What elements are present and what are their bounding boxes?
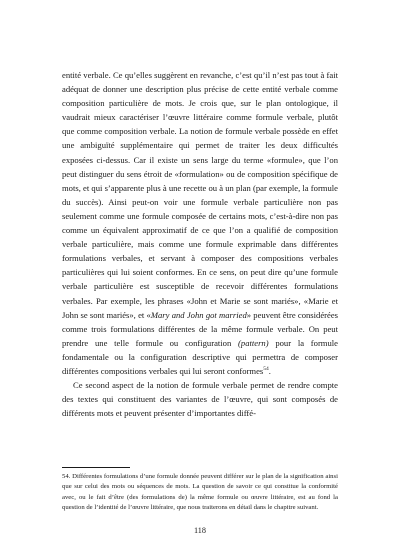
- main-text-block: [62, 68, 338, 420]
- paragraph-2-segment-1: Ce second aspect de la notion de formule verbale permet de rendre compte des textes qui constituent des variantes de l’œuvre, qui sont composés de différents mots et peuvent présenter d’importantes diffé-: [62, 380, 338, 419]
- page-number: 118: [194, 526, 206, 535]
- paragraph-1-segment-3: » peuvent être considérées comme trois formulations différentes de la même formule verbale. On peut prendre une telle formule ou configuration: [62, 309, 338, 348]
- paragraph-1-segment-5: pour la formule fondamentale ou la configuration descriptive qui permettra de composer différentes compositions verbales qui lui seront conformes: [62, 337, 338, 376]
- paragraph-1: [62, 68, 338, 378]
- paragraph-1-segment-italic-example: Mary and John got married: [150, 309, 247, 320]
- footnote-divider: [62, 467, 130, 468]
- paragraph-1-segment-italic-pattern: (pattern): [238, 337, 269, 348]
- footnote-reference[interactable]: 54: [263, 366, 269, 373]
- body-text: [62, 68, 338, 420]
- paragraph-2: [62, 378, 338, 420]
- footnote-text: 54. Différentes formulations d’une formule donnée peuvent différer sur le plan de la signification ainsi que sur celui des mots ou séquences de mots. La question de savoir ce qui constitue la conformité avec, ou le fait d’être (des formulations de) la même formule ou œuvre littéraire, est au fond la question de l’identité de l’œuvre littéraire, que nous traiterons en détail dans le chapitre suivant.: [62, 473, 338, 511]
- footnote-54: [62, 472, 338, 513]
- paragraph-1-end: .: [268, 365, 271, 376]
- paragraph-1-segment-1: entité verbale. Ce qu’elles suggèrent en revanche, c’est qu’il n’est pas tout à fait adéquat de donner une description plus précise de cette entité verbale comme composition particulière de mots. Je crois que, sur le plan ontologique, il vaudrait mieux caractériser l’œuvre littéraire comme formule verbale, plutôt que comme composition verbale. La notion de formule verbale possède en effet une ambiguïté supplémentaire qui permet de traiter les deux difficultés exposées ci-dessus. Car il existe un sens large du terme «formule», que l’on peut distinguer du sens étroit de «formulation» ou de composition spécifique de mots, et qui s’apparente plus à une recette ou à un plan (par exemple, la formule du succès). Ainsi peut-on voir une formule verbale particulière non pas seulement comme une formule composée de certains mots, c’est-à-dire non pas comme un équivalent approximatif de ce que l’on a qualifié de composition verbale particulière, mais comme une formule exprimable dans différentes formulations verbales, et servant à composer des compositions verbales particulières qui lui soient conformes. En ce sens, on peut dire qu’une formule verbale particulière est susceptible de recevoir différentes formulations verbales. Par exemple, les phrases «John et Marie se sont mariés», «Marie et John se sont mariés», et «: [62, 70, 338, 320]
